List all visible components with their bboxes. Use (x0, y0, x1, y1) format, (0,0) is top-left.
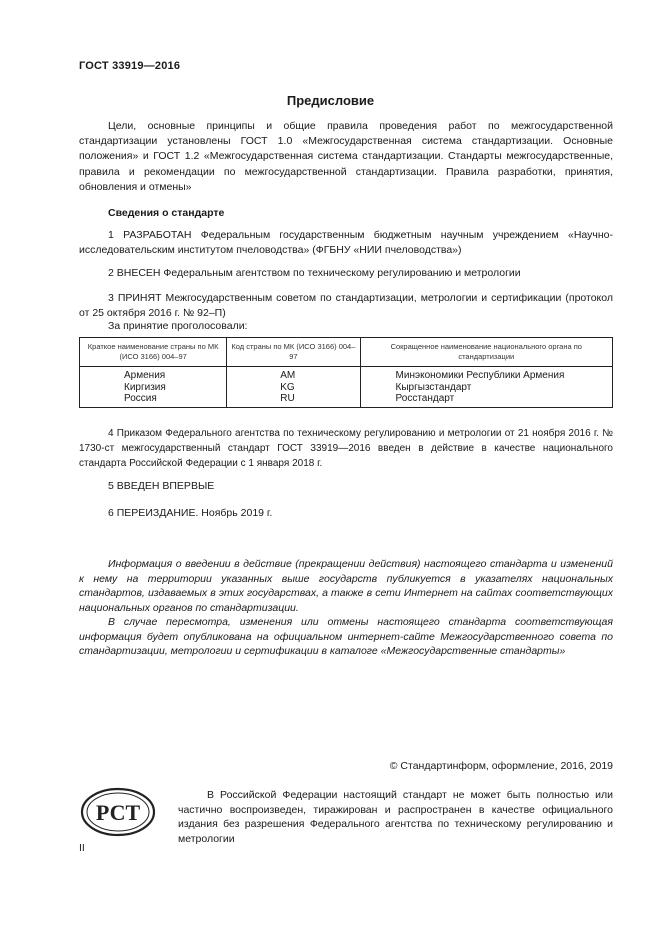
header-body: Сокращенное наименование национального органа по стандартизации (360, 338, 612, 367)
table-cell: Росстандарт (395, 393, 455, 404)
page-title: Предисловие (286, 93, 375, 108)
item-enacted: 4 Приказом Федерального агентства по техническому регулированию и метрологии от 21 ноября 2016 г. № 1730-ст межгосударственный стандарт ГОСТ 33919—2016 введен в действие в качестве национального стандарта Российской Федерации с 1 января 2018 г. (79, 428, 613, 470)
header-country: Краткое наименование страны по МК (ИСО 3166) 004–97 (80, 338, 227, 367)
body-list (360, 367, 612, 408)
intro-paragraph: Цели, основные принципы и общие правила проведения работ по межгосударственной стандартизации установлены ГОСТ 1.0 «Межгосударственная система стандартизации. Основные положения» и ГОСТ 1.2 «Межгосударственная система стандартизации. Стандарты межгосударственные, правила и рекомендации по межгосударственной стандартизации. Правила разработки, принятия, обновления и отмены» (79, 120, 613, 193)
item-reissue: 6 ПЕРЕИЗДАНИЕ. Ноябрь 2019 г. (108, 507, 273, 519)
code-list (227, 367, 360, 408)
item-developed: 1 РАЗРАБОТАН Федеральным государственным бюджетным научным учреждением «Научно-исследовательским институтом пчеловодства» (ФГБНУ «НИИ пчеловодства») (79, 229, 613, 257)
country-list (80, 367, 227, 408)
vote-label: За принятие проголосовали: (108, 320, 248, 332)
table-cell: Армения (124, 370, 166, 381)
logo-text: РСТ (95, 800, 141, 825)
notice-revision: В случае пересмотра, изменения или отмены настоящего стандарта соответствующая информация будет опубликована на официальном интернет-сайте Межгосударственного совета по стандартизации, метрологии и сертификации в каталоге «Межгосударственные стандарты» (79, 616, 613, 657)
table-cell: AM (280, 370, 296, 381)
item-submitted: 2 ВНЕСЕН Федеральным агентством по техническому регулированию и метрологии (108, 267, 521, 279)
voting-table (79, 337, 613, 408)
table-cell: RU (280, 393, 295, 404)
document-code: ГОСТ 33919—2016 (79, 60, 181, 72)
copyright: © Стандартинформ, оформление, 2016, 2019 (389, 760, 613, 772)
item-introduced: 5 ВВЕДЕН ВПЕРВЫЕ (108, 480, 215, 492)
page-number: II (79, 842, 85, 854)
notice-publication: Информация о введении в действие (прекращении действия) настоящего стандарта и изменений к нему на территории указанных выше государств публикуется в указателях национальных стандартов, издаваемых в этих государствах, а также в сети Интернет на сайтах соответствующих национальных органов по стандартизации. (79, 558, 613, 614)
certification-mark-icon (79, 787, 157, 837)
item-adopted: 3 ПРИНЯТ Межгосударственным советом по стандартизации, метрологии и сертификации (протокол от 25 октября 2016 г. № 92–П) (79, 292, 613, 320)
table-cell: Минэкономики Республики Армения (395, 370, 565, 381)
legal-notice: В Российской Федерации настоящий стандарт не может быть полностью или частично воспроизведен, тиражирован и распространен в качестве официального издания без разрешения Федерального агентства по техническому регулированию и метрологии (178, 789, 613, 845)
section-heading: Сведения о стандарте (108, 207, 225, 219)
gost-r-logo (79, 787, 157, 837)
header-code: Код страны по МК (ИСО 3166) 004–97 (227, 338, 360, 367)
table-cell: Кыргызстандарт (395, 381, 472, 393)
table-cell: Киргизия (124, 381, 166, 393)
table-cell: Россия (124, 393, 157, 404)
table-cell: KG (280, 381, 295, 393)
